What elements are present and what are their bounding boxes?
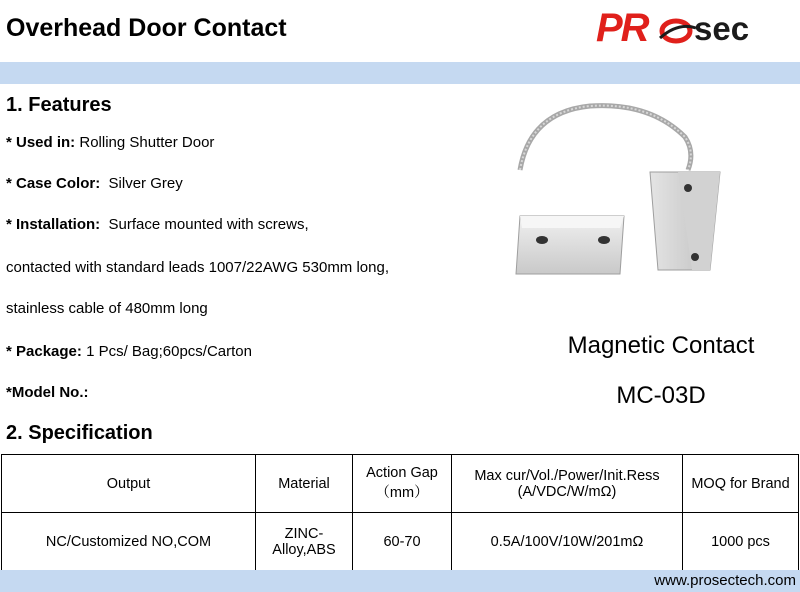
- table-header-cell: Material: [256, 455, 353, 513]
- table-cell: ZINC- Alloy,ABS: [256, 513, 353, 571]
- feature-installation-line3: stainless cable of 480mm long: [6, 300, 208, 317]
- prosec-logo: [596, 6, 786, 50]
- table-header-cell: Max cur/Vol./Power/Init.Ress (A/VDC/W/mΩ): [452, 455, 683, 513]
- table-cell: 1000 pcs: [683, 513, 799, 571]
- feature-label: * Package:: [6, 343, 82, 360]
- feature-value: Surface mounted with screws,: [108, 216, 309, 233]
- product-image: [470, 92, 790, 312]
- logo-pro-text: PR: [596, 6, 648, 50]
- sensor-body-icon: [650, 172, 720, 270]
- feature-value: Silver Grey: [108, 175, 183, 192]
- magnet-block-icon: [516, 216, 624, 274]
- table-header-cell: Output: [2, 455, 256, 513]
- specification-heading: 2. Specification: [6, 422, 153, 444]
- table-row: [2, 513, 799, 571]
- specification-table: [1, 454, 799, 571]
- feature-used-in: [6, 134, 214, 151]
- feature-model: [6, 384, 89, 401]
- table-header-cell: Action Gap （mm）: [353, 455, 452, 513]
- product-model: MC-03D: [616, 382, 706, 409]
- feature-installation-line2: contacted with standard leads 1007/22AWG 530mm long,: [6, 259, 389, 276]
- table-header-cell: MOQ for Brand: [683, 455, 799, 513]
- feature-label: * Installation:: [6, 216, 101, 233]
- feature-case-color: [6, 175, 183, 192]
- feature-label: *Model No.:: [6, 384, 89, 401]
- logo-swoosh-icon: [658, 18, 698, 44]
- feature-package: [6, 343, 252, 360]
- footer-url[interactable]: www.prosectech.com: [654, 572, 796, 589]
- product-name: Magnetic Contact: [567, 332, 755, 359]
- features-heading: 1. Features: [6, 94, 112, 116]
- feature-label: * Case Color:: [6, 175, 101, 192]
- table-cell: 60-70: [353, 513, 452, 571]
- feature-value: 1 Pcs/ Bag;60pcs/Carton: [86, 343, 252, 360]
- cable-icon: [520, 106, 691, 170]
- feature-label: * Used in:: [6, 134, 76, 151]
- feature-installation: [6, 216, 309, 233]
- table-cell: NC/Customized NO,COM: [2, 513, 256, 571]
- page-title: Overhead Door Contact: [6, 14, 287, 42]
- feature-value: Rolling Shutter Door: [79, 134, 215, 151]
- logo-sec-text: sec: [694, 10, 750, 47]
- header-band: [0, 62, 800, 84]
- table-header-row: [2, 455, 799, 513]
- table-cell: 0.5A/100V/10W/201mΩ: [452, 513, 683, 571]
